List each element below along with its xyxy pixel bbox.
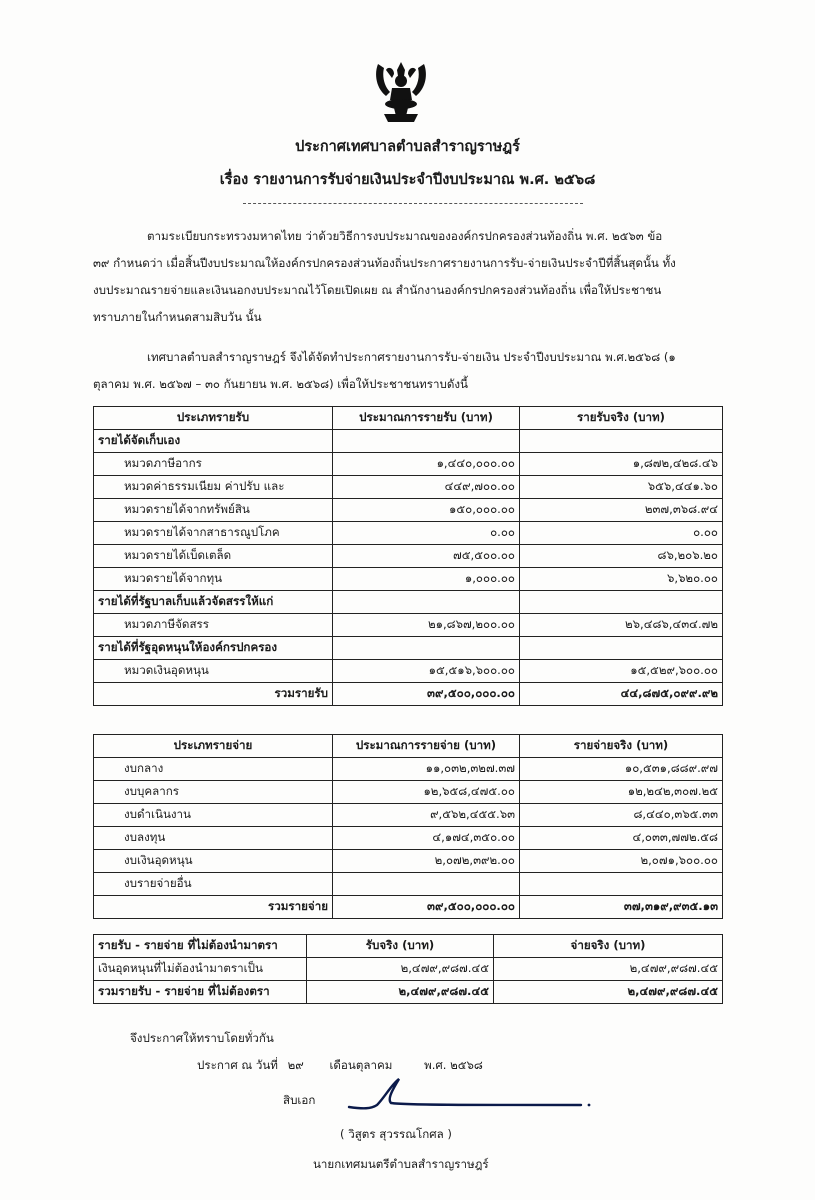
estimate-cell: ๒,๐๗๒,๓๙๒.๐๐ <box>333 850 520 873</box>
signature <box>345 1075 595 1115</box>
signer-name: ( วิสูตร สุวรรณโกศล ) <box>340 1127 452 1141</box>
income-table <box>93 406 723 706</box>
total-actual: ๓๗,๓๑๙,๙๓๕.๑๓ <box>520 896 723 919</box>
row-label: หมวดเงินอุดหนุน <box>94 660 333 683</box>
actual-cell: ๔,๐๓๓,๗๗๒.๕๘ <box>520 827 723 850</box>
actual-cell: ๘๖,๒๐๖.๒๐ <box>520 545 723 568</box>
row-label: หมวดภาษีอากร <box>94 453 333 476</box>
announce-date <box>197 1057 483 1075</box>
page-subject: เรื่อง รายงานการรับจ่ายเงินประจำปีงบประมาณ พ.ศ. ๒๕๖๘ <box>219 172 596 188</box>
expense-table <box>93 734 723 919</box>
estimate-cell: ๑๑,๐๓๒,๓๒๗.๓๗ <box>333 758 520 781</box>
table-total-row <box>94 683 723 706</box>
paragraph-1-line-3: งบประมาณรายจ่ายและเงินนอกงบประมาณไว้โดยเปิดเผย ณ สำนักงานองค์กรปกครองส่วนท้องถิ่น เพื่อให้ประชาชน <box>93 283 662 297</box>
actual-cell: ๑๒,๒๔๒,๓๐๗.๒๕ <box>520 781 723 804</box>
row-label: หมวดรายได้จากทุน <box>94 568 333 591</box>
table-row <box>94 499 723 522</box>
actual-cell <box>520 591 723 614</box>
row-label: งบเงินอุดหนุน <box>94 850 333 873</box>
row-label: งบลงทุน <box>94 827 333 850</box>
divider <box>243 203 583 204</box>
total-estimate: ๓๙,๕๐๐,๐๐๐.๐๐ <box>333 683 520 706</box>
column-header: ประเภทรายจ่าย <box>94 735 333 758</box>
table-row <box>94 522 723 545</box>
column-header: ประเภทรายรับ <box>94 407 333 430</box>
table-row <box>94 430 723 453</box>
estimate-cell: ๑๕,๕๑๖,๖๐๐.๐๐ <box>333 660 520 683</box>
paragraph-1-line-4: ทราบภายในกำหนดสามสิบวัน นั้น <box>93 310 262 324</box>
row-label: งบดำเนินงาน <box>94 804 333 827</box>
table-row <box>94 873 723 896</box>
garuda-emblem-icon <box>370 58 432 124</box>
closing-announce: จึงประกาศให้ทราบโดยทั่วกัน <box>130 1031 274 1045</box>
table-row <box>94 637 723 660</box>
table-total-row <box>94 981 723 1004</box>
total-label: รวมรายจ่าย <box>94 896 333 919</box>
estimate-cell <box>333 873 520 896</box>
estimate-cell: ๑๕๐,๐๐๐.๐๐ <box>333 499 520 522</box>
estimate-cell: ๒๑,๘๖๗,๒๐๐.๐๐ <box>333 614 520 637</box>
actual-cell: ๑,๘๗๒,๔๒๘.๔๖ <box>520 453 723 476</box>
row-label: รายได้จัดเก็บเอง <box>94 430 333 453</box>
table-row <box>94 660 723 683</box>
actual-cell: ๑๕,๕๒๙,๖๐๐.๐๐ <box>520 660 723 683</box>
actual-cell <box>520 637 723 660</box>
actual-cell: ๑๐,๕๓๑,๘๘๙.๙๗ <box>520 758 723 781</box>
signer-position: นายกเทศมนตรีตำบลสำราญราษฎร์ <box>313 1157 489 1171</box>
actual-cell: ๒๓๗,๓๖๘.๙๔ <box>520 499 723 522</box>
paragraph-2-line-2: ตุลาคม พ.ศ. ๒๕๖๗ – ๓๐ กันยายน พ.ศ. ๒๕๖๘) เพื่อให้ประชาชนทราบดังนี้ <box>93 377 468 391</box>
column-header: จ่ายจริง (บาท) <box>494 935 723 958</box>
estimate-cell <box>333 430 520 453</box>
total-received: ๒,๔๗๙,๙๘๗.๔๕ <box>307 981 494 1004</box>
estimate-cell: ๙,๕๖๒,๔๕๕.๖๓ <box>333 804 520 827</box>
table-row <box>94 781 723 804</box>
table-row <box>94 545 723 568</box>
table-row <box>94 850 723 873</box>
row-label: เงินอุดหนุนที่ไม่ต้องนำมาตราเป็น <box>94 958 307 981</box>
column-header: รับจริง (บาท) <box>307 935 494 958</box>
paragraph-1-line-2: ๓๙ กำหนดว่า เมื่อสิ้นปีงบประมาณให้องค์กรปกครองส่วนท้องถิ่นประกาศรายงานการรับ-จ่ายเงินประจำปีที่สิ้นสุดนั้น ทั้ง <box>93 256 676 270</box>
table-row <box>94 568 723 591</box>
total-estimate: ๓๙,๕๐๐,๐๐๐.๐๐ <box>333 896 520 919</box>
actual-cell: ๘,๔๔๐,๓๖๕.๓๓ <box>520 804 723 827</box>
actual-cell <box>520 430 723 453</box>
actual-cell: ๖๕๖,๔๔๑.๖๐ <box>520 476 723 499</box>
received-cell: ๒,๔๗๙,๙๘๗.๔๕ <box>307 958 494 981</box>
actual-cell: ๐.๐๐ <box>520 522 723 545</box>
table-header-row <box>94 735 723 758</box>
paragraph-1-line-1: ตามระเบียบกระทรวงมหาดไทย ว่าด้วยวิธีการงบประมาณขององค์กรปกครองส่วนท้องถิ่น พ.ศ. ๒๕๖๓ ข้อ <box>147 229 663 243</box>
row-label: หมวดค่าธรรมเนียม ค่าปรับ และ <box>94 476 333 499</box>
estimate-cell: ๔๔๙,๗๐๐.๐๐ <box>333 476 520 499</box>
row-label: งบบุคลากร <box>94 781 333 804</box>
page-title: ประกาศเทศบาลตำบลสำราญราษฎร์ <box>295 139 520 155</box>
paragraph-2-line-1: เทศบาลตำบลสำราญราษฎร์ จึงได้จัดทำประกาศรายงานการรับ-จ่ายเงิน ประจำปีงบประมาณ พ.ศ.๒๕๖๘ (๑ <box>147 350 676 364</box>
table-row <box>94 758 723 781</box>
table-row <box>94 591 723 614</box>
table-row <box>94 614 723 637</box>
total-actual: ๔๔,๘๗๕,๐๙๙.๙๒ <box>520 683 723 706</box>
estimate-cell <box>333 591 520 614</box>
total-label: รวมรายรับ - รายจ่าย ที่ไม่ต้องตรา <box>94 981 307 1004</box>
row-label: หมวดภาษีจัดสรร <box>94 614 333 637</box>
row-label: งบรายจ่ายอื่น <box>94 873 333 896</box>
date-month: เดือนตุลาคม <box>329 1058 393 1072</box>
row-label: รายได้ที่รัฐบาลเก็บแล้วจัดสรรให้แก่ <box>94 591 333 614</box>
table-header-row <box>94 935 723 958</box>
paid-cell: ๒,๔๗๙,๙๘๗.๔๕ <box>494 958 723 981</box>
estimate-cell: ๐.๐๐ <box>333 522 520 545</box>
estimate-cell: ๑,๔๔๐,๐๐๐.๐๐ <box>333 453 520 476</box>
estimate-cell: ๗๕,๕๐๐.๐๐ <box>333 545 520 568</box>
actual-cell: ๖,๖๒๐.๐๐ <box>520 568 723 591</box>
row-label: รายได้ที่รัฐอุดหนุนให้องค์กรปกครอง <box>94 637 333 660</box>
non-budget-table <box>93 934 723 1004</box>
total-label: รวมรายรับ <box>94 683 333 706</box>
date-year: พ.ศ. ๒๕๖๘ <box>424 1058 483 1072</box>
estimate-cell <box>333 637 520 660</box>
row-label: หมวดรายได้จากทรัพย์สิน <box>94 499 333 522</box>
table-row <box>94 476 723 499</box>
row-label: หมวดรายได้จากสาธารณูปโภค <box>94 522 333 545</box>
table-row <box>94 958 723 981</box>
row-label: หมวดรายได้เบ็ดเตล็ด <box>94 545 333 568</box>
table-total-row <box>94 896 723 919</box>
actual-cell: ๒,๐๗๑,๖๐๐.๐๐ <box>520 850 723 873</box>
actual-cell: ๒๖,๔๘๖,๔๓๔.๗๒ <box>520 614 723 637</box>
row-label: งบกลาง <box>94 758 333 781</box>
table-row <box>94 827 723 850</box>
column-header: ประมาณการรายจ่าย (บาท) <box>333 735 520 758</box>
table-row <box>94 804 723 827</box>
column-header: ประมาณการรายรับ (บาท) <box>333 407 520 430</box>
date-prefix: ประกาศ ณ วันที่ <box>197 1058 278 1072</box>
column-header: รายรับ - รายจ่าย ที่ไม่ต้องนำมาตรา <box>94 935 307 958</box>
column-header: รายจ่ายจริง (บาท) <box>520 735 723 758</box>
actual-cell <box>520 873 723 896</box>
signer-rank: สิบเอก <box>283 1093 316 1107</box>
estimate-cell: ๔,๑๗๔,๓๕๐.๐๐ <box>333 827 520 850</box>
table-row <box>94 453 723 476</box>
date-day: ๒๙ <box>287 1058 304 1072</box>
total-paid: ๒,๔๗๙,๙๘๗.๔๕ <box>494 981 723 1004</box>
column-header: รายรับจริง (บาท) <box>520 407 723 430</box>
estimate-cell: ๑,๐๐๐.๐๐ <box>333 568 520 591</box>
table-header-row <box>94 407 723 430</box>
estimate-cell: ๑๒,๖๕๘,๔๗๕.๐๐ <box>333 781 520 804</box>
